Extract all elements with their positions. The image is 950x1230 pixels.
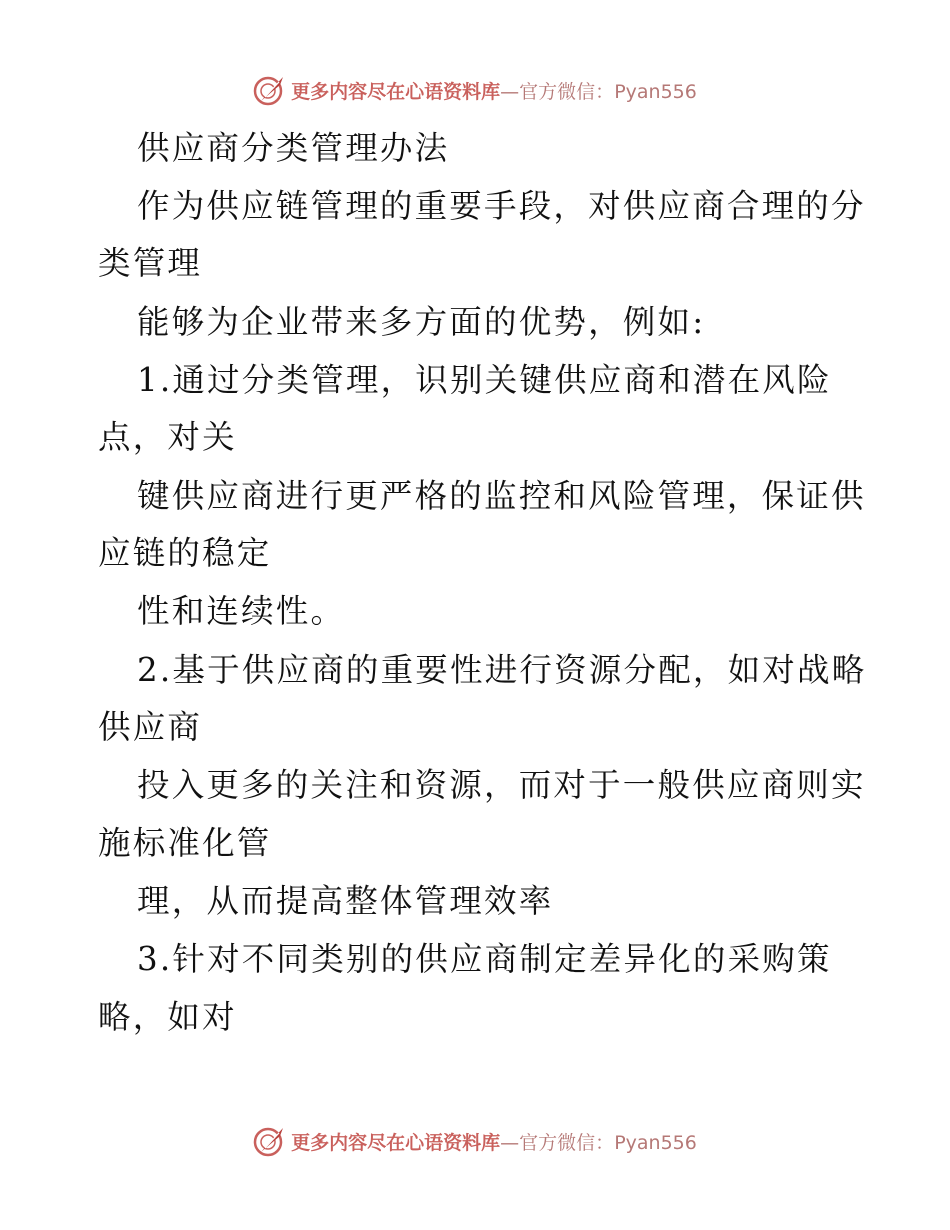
watermark-text: 更多内容尽在心语资料库—官方微信：Pyan556 (291, 1131, 697, 1154)
quill-logo-icon (253, 1124, 287, 1158)
paragraph-line: 键供应商进行更严格的监控和风险管理，保证供 (137, 477, 866, 515)
quill-logo-icon (253, 73, 287, 107)
paragraph-line: 类管理 (98, 244, 203, 282)
paragraph-line: 作为供应链管理的重要手段，对供应商合理的分 (137, 187, 866, 225)
list-item-1-line: 1.通过分类管理，识别关键供应商和潜在风险 (137, 361, 832, 399)
list-item-1-line: 点，对关 (98, 418, 237, 456)
list-item-2-line: 供应商 (98, 708, 203, 746)
header-watermark (0, 70, 950, 110)
paragraph-line: 性和连续性。 (137, 592, 346, 630)
list-item-3-line: 略，如对 (98, 998, 237, 1036)
list-item-3-line: 3.针对不同类别的供应商制定差异化的采购策 (137, 940, 832, 978)
paragraph-line: 应链的稳定 (98, 534, 272, 572)
document-title: 供应商分类管理办法 (137, 129, 450, 167)
paragraph-line: 投入更多的关注和资源，而对于一般供应商则实 (137, 766, 866, 804)
paragraph-line: 理，从而提高整体管理效率 (137, 882, 554, 920)
list-item-2-line: 2.基于供应商的重要性进行资源分配，如对战略 (137, 651, 867, 689)
paragraph-line: 能够为企业带来多方面的优势，例如: (137, 303, 706, 341)
paragraph-line: 施标准化管 (98, 824, 272, 862)
watermark-text: 更多内容尽在心语资料库—官方微信：Pyan556 (291, 80, 697, 103)
footer-watermark (0, 1121, 950, 1161)
